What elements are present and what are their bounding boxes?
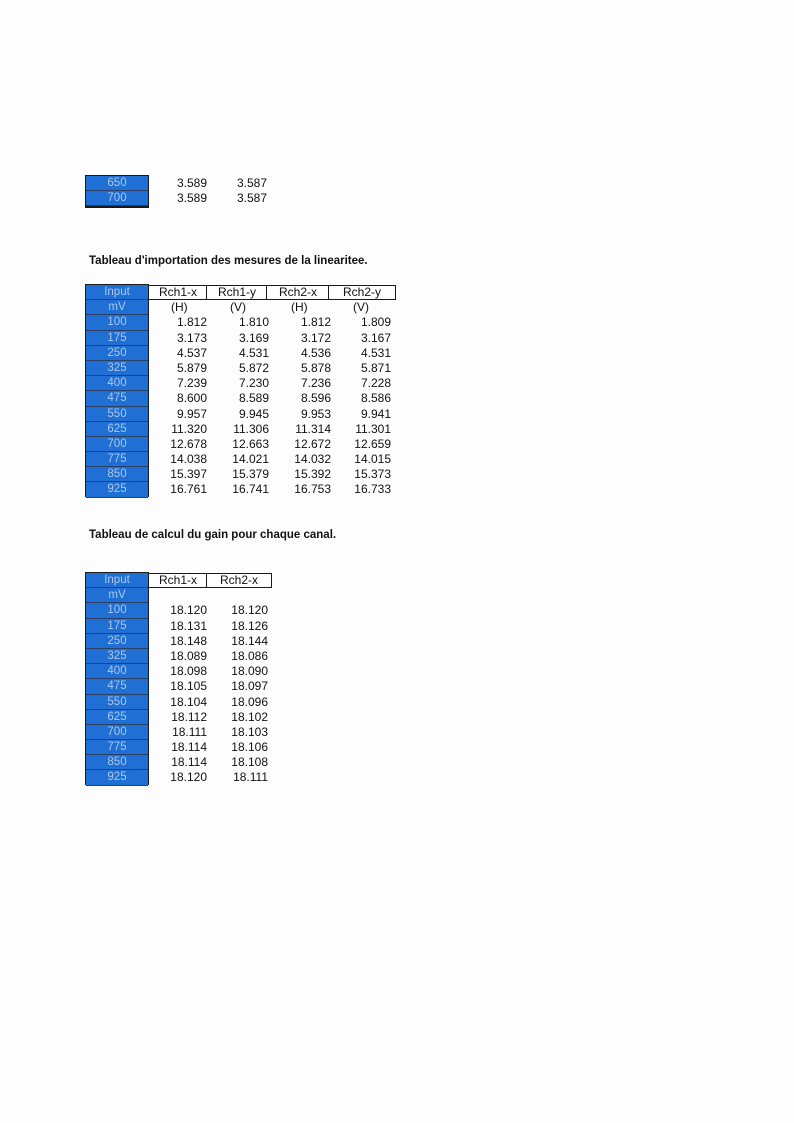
rch1-y-cell: 14.021 xyxy=(232,452,269,467)
rch2-y-cell: 12.659 xyxy=(354,436,391,451)
rch2-x-cell: 9.953 xyxy=(300,406,331,421)
rch2-y-cell: 1.809 xyxy=(360,315,391,330)
input-value-label: 700 xyxy=(86,191,148,206)
rch2-x-cell: 12.672 xyxy=(294,436,331,451)
linearity-header-rch1-y: Rch1-y xyxy=(206,285,268,300)
rch2-cell: 3.587 xyxy=(236,176,267,190)
rch1-x-cell: 18.089 xyxy=(170,648,207,663)
rch2-y-cell: 16.733 xyxy=(354,482,391,497)
rch1-x-cell: 1.812 xyxy=(176,315,207,330)
input-value-label: 775 xyxy=(86,740,148,755)
input-value-label: 650 xyxy=(86,176,148,191)
rch2-x-cell: 18.103 xyxy=(231,724,268,739)
input-value-label: 400 xyxy=(86,664,148,679)
input-value-label: 850 xyxy=(86,755,148,770)
rch2-y-cell: 5.871 xyxy=(360,360,391,375)
linearity-sub-rch2-x: (H) xyxy=(291,300,308,315)
rch2-y-cell: 11.301 xyxy=(355,421,391,436)
input-value-label: 100 xyxy=(86,603,148,618)
linearity-caption: Tableau d'importation des mesures de la linearitee. xyxy=(89,255,368,267)
rch2-x-cell: 8.596 xyxy=(300,391,331,406)
rch1-x-cell: 7.239 xyxy=(176,376,207,391)
rch2-x-cell: 18.086 xyxy=(231,648,268,663)
rch1-y-cell: 1.810 xyxy=(238,315,269,330)
rch1-x-cell: 18.104 xyxy=(170,694,207,709)
linearity-sub-rch2-y: (V) xyxy=(353,300,369,315)
rch2-x-cell: 18.126 xyxy=(231,618,268,633)
rch2-x-cell: 15.392 xyxy=(294,467,331,482)
rch2-x-cell: 7.236 xyxy=(300,376,331,391)
rch2-x-cell: 18.096 xyxy=(231,694,268,709)
rch1-y-cell: 16.741 xyxy=(232,482,269,497)
gain-unit-label: mV xyxy=(86,588,148,603)
rch2-x-cell: 11.314 xyxy=(295,421,331,436)
rch1-y-cell: 8.589 xyxy=(238,391,269,406)
rch2-y-cell: 4.531 xyxy=(360,345,391,360)
rch2-x-cell: 18.144 xyxy=(231,633,268,648)
input-value-label: 325 xyxy=(86,361,148,376)
rch2-x-cell: 18.090 xyxy=(231,664,268,679)
rch1-x-cell: 18.098 xyxy=(170,664,207,679)
rch2-y-cell: 8.586 xyxy=(360,391,391,406)
linearity-unit-label: mV xyxy=(86,300,148,315)
rch2-x-cell: 18.106 xyxy=(231,740,268,755)
rch1-x-cell: 8.600 xyxy=(176,391,207,406)
rch1-x-cell: 18.114 xyxy=(171,755,207,770)
rch2-x-cell: 16.753 xyxy=(294,482,331,497)
rch1-y-cell: 5.872 xyxy=(238,360,269,375)
rch1-x-cell: 14.038 xyxy=(170,452,207,467)
rch1-cell: 3.589 xyxy=(176,191,207,206)
rch2-y-cell: 3.167 xyxy=(360,330,391,345)
input-value-label: 625 xyxy=(86,710,148,725)
rch1-y-cell: 11.306 xyxy=(233,421,269,436)
rch2-y-cell: 7.228 xyxy=(360,376,391,391)
gain-header-rch2-x: Rch2-x xyxy=(206,573,272,588)
linearity-header-rch1-x: Rch1-x xyxy=(148,285,208,300)
input-value-label: 550 xyxy=(86,407,148,422)
input-value-label: 775 xyxy=(86,452,148,467)
rch1-y-cell: 3.169 xyxy=(238,330,269,345)
input-value-label: 475 xyxy=(86,391,148,406)
rch2-x-cell: 18.097 xyxy=(231,679,268,694)
rch1-cell: 3.589 xyxy=(176,176,207,190)
rch2-y-cell: 15.373 xyxy=(354,467,391,482)
rch2-y-cell: 14.015 xyxy=(354,452,391,467)
input-value-label: 250 xyxy=(86,634,148,649)
linearity-sub-rch1-x: (H) xyxy=(171,300,188,315)
input-value-label: 475 xyxy=(86,679,148,694)
input-value-label: 550 xyxy=(86,695,148,710)
linearity-header-rch2-x: Rch2-x xyxy=(266,285,330,300)
input-value-label: 850 xyxy=(86,467,148,482)
input-value-label: 625 xyxy=(86,422,148,437)
rch1-y-cell: 4.531 xyxy=(238,345,269,360)
gain-header-rch1-x: Rch1-x xyxy=(148,573,208,588)
rch2-x-cell: 18.108 xyxy=(231,755,268,770)
rch1-x-cell: 4.537 xyxy=(176,345,207,360)
rch1-x-cell: 18.120 xyxy=(170,603,207,618)
rch1-x-cell: 16.761 xyxy=(170,482,207,497)
rch2-x-cell: 18.120 xyxy=(231,603,268,618)
linearity-sub-rch1-y: (V) xyxy=(230,300,246,315)
input-value-label: 400 xyxy=(86,376,148,391)
rch2-cell: 3.587 xyxy=(236,191,267,206)
rch2-y-cell: 9.941 xyxy=(360,406,391,421)
rch1-x-cell: 3.173 xyxy=(176,330,207,345)
rch2-x-cell: 1.812 xyxy=(300,315,331,330)
input-value-label: 175 xyxy=(86,619,148,634)
rch2-x-cell: 3.172 xyxy=(300,330,331,345)
rch2-x-cell: 18.102 xyxy=(231,709,268,724)
rch1-x-cell: 18.120 xyxy=(170,770,207,785)
gain-input-header: Input xyxy=(86,573,148,588)
input-value-label: 325 xyxy=(86,649,148,664)
input-value-label: 175 xyxy=(86,331,148,346)
input-value-label: 100 xyxy=(86,315,148,330)
rch1-y-cell: 12.663 xyxy=(232,436,269,451)
gain-caption: Tableau de calcul du gain pour chaque canal. xyxy=(89,529,337,541)
linearity-input-header: Input xyxy=(86,285,148,300)
rch1-y-cell: 9.945 xyxy=(238,406,269,421)
rch1-x-cell: 18.148 xyxy=(170,633,207,648)
rch1-x-cell: 18.114 xyxy=(171,740,207,755)
input-value-label: 925 xyxy=(86,770,148,785)
rch1-y-cell: 15.379 xyxy=(232,467,269,482)
rch2-x-cell: 5.878 xyxy=(300,360,331,375)
rch1-x-cell: 5.879 xyxy=(176,360,207,375)
input-value-label: 925 xyxy=(86,482,148,497)
rch1-x-cell: 18.112 xyxy=(171,709,207,724)
rch2-x-cell: 4.536 xyxy=(300,345,331,360)
rch1-x-cell: 12.678 xyxy=(170,436,207,451)
input-value-label: 700 xyxy=(86,437,148,452)
rch2-x-cell: 14.032 xyxy=(294,452,331,467)
rch1-x-cell: 15.397 xyxy=(170,467,207,482)
rch1-y-cell: 7.230 xyxy=(238,376,269,391)
rch1-x-cell: 18.131 xyxy=(170,618,207,633)
linearity-header-rch2-y: Rch2-y xyxy=(328,285,396,300)
rch1-x-cell: 11.320 xyxy=(171,421,207,436)
rch1-x-cell: 9.957 xyxy=(176,406,207,421)
rch1-x-cell: 18.111 xyxy=(172,724,207,739)
rch2-x-cell: 18.111 xyxy=(233,770,268,785)
input-value-label: 250 xyxy=(86,346,148,361)
rch1-x-cell: 18.105 xyxy=(170,679,207,694)
input-value-label: 700 xyxy=(86,725,148,740)
